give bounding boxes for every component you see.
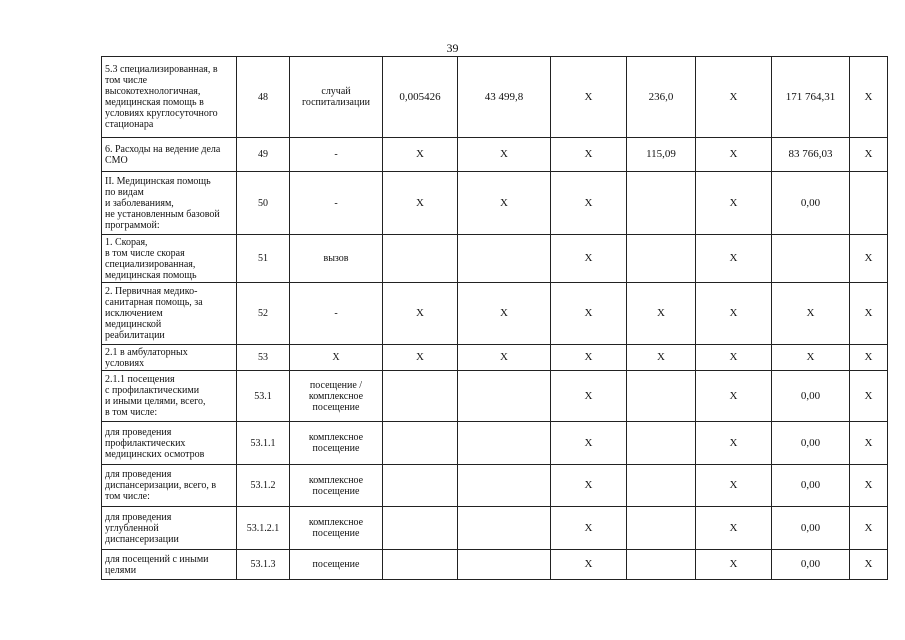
cell-col-7 (627, 465, 696, 507)
cell-col-8: Х (696, 138, 772, 172)
cell-col-4 (383, 507, 458, 550)
table-row (102, 371, 888, 422)
cell-col-7 (627, 422, 696, 465)
row-unit: - (290, 138, 383, 172)
cell-col-4: Х (383, 172, 458, 235)
cell-col-10: Х (850, 235, 888, 283)
cell-col-10: Х (850, 57, 888, 138)
cell-col-5 (458, 235, 551, 283)
cell-col-10: Х (850, 550, 888, 580)
cell-col-9: Х (772, 283, 850, 345)
cell-col-9: 0,00 (772, 172, 850, 235)
cell-col-9: 0,00 (772, 507, 850, 550)
cell-col-9: 0,00 (772, 465, 850, 507)
row-name: для проведения профилактических медицинских осмотров (102, 422, 237, 465)
row-name: 5.3 специализированная, в том числе высокотехнологичная, медицинская помощь в условиях круглосуточного стационара (102, 57, 237, 138)
row-code: 48 (237, 57, 290, 138)
cell-col-7 (627, 371, 696, 422)
cell-col-4 (383, 371, 458, 422)
cell-col-8: Х (696, 235, 772, 283)
row-code: 53.1.2 (237, 465, 290, 507)
row-name: 2. Первичная медико- санитарная помощь, за исключением медицинской реабилитации (102, 283, 237, 345)
row-unit: - (290, 172, 383, 235)
row-unit: - (290, 283, 383, 345)
table-row (102, 345, 888, 371)
row-code: 53.1.3 (237, 550, 290, 580)
row-unit: посещение / комплексное посещение (290, 371, 383, 422)
row-unit: Х (290, 345, 383, 371)
cell-col-8: Х (696, 371, 772, 422)
cell-col-8: Х (696, 507, 772, 550)
cell-col-6: Х (551, 345, 627, 371)
row-code: 52 (237, 283, 290, 345)
cell-col-10: Х (850, 465, 888, 507)
row-unit: вызов (290, 235, 383, 283)
cell-col-9 (772, 235, 850, 283)
cell-col-6: Х (551, 57, 627, 138)
row-unit: комплексное посещение (290, 422, 383, 465)
cell-col-10: Х (850, 345, 888, 371)
cell-col-7 (627, 172, 696, 235)
cell-col-7 (627, 550, 696, 580)
row-unit: комплексное посещение (290, 465, 383, 507)
cell-col-4: 0,005426 (383, 57, 458, 138)
cell-col-4 (383, 235, 458, 283)
cell-col-7: 115,09 (627, 138, 696, 172)
cell-col-7: Х (627, 345, 696, 371)
cell-col-10: Х (850, 371, 888, 422)
cell-col-8: Х (696, 422, 772, 465)
row-unit: посещение (290, 550, 383, 580)
cell-col-6: Х (551, 465, 627, 507)
cell-col-5 (458, 507, 551, 550)
table-row (102, 465, 888, 507)
row-code: 49 (237, 138, 290, 172)
cell-col-4: Х (383, 138, 458, 172)
cell-col-6: Х (551, 422, 627, 465)
cell-col-8: Х (696, 57, 772, 138)
page-number: 39 (446, 41, 459, 55)
cell-col-6: Х (551, 550, 627, 580)
cell-col-4: Х (383, 283, 458, 345)
row-code: 50 (237, 172, 290, 235)
cell-col-6: Х (551, 172, 627, 235)
table-row (102, 57, 888, 138)
cell-col-7 (627, 507, 696, 550)
cell-col-6: Х (551, 371, 627, 422)
table-row (102, 550, 888, 580)
row-name: для посещений с иными целями (102, 550, 237, 580)
cell-col-8: Х (696, 345, 772, 371)
cell-col-8: Х (696, 172, 772, 235)
cell-col-5 (458, 465, 551, 507)
table-row (102, 172, 888, 235)
cell-col-10: Х (850, 138, 888, 172)
cell-col-5: Х (458, 283, 551, 345)
table-row (102, 283, 888, 345)
row-name: 2.1 в амбулаторных условиях (102, 345, 237, 371)
row-name: для проведения диспансеризации, всего, в том числе: (102, 465, 237, 507)
cell-col-5 (458, 422, 551, 465)
cell-col-8: Х (696, 283, 772, 345)
cell-col-7 (627, 235, 696, 283)
row-unit: случай госпитализации (290, 57, 383, 138)
cell-col-10: Х (850, 422, 888, 465)
table-row (102, 507, 888, 550)
cell-col-5: 43 499,8 (458, 57, 551, 138)
cell-col-6: Х (551, 138, 627, 172)
row-code: 51 (237, 235, 290, 283)
cell-col-5: Х (458, 138, 551, 172)
cell-col-5: Х (458, 345, 551, 371)
cell-col-10 (850, 172, 888, 235)
cell-col-4 (383, 422, 458, 465)
row-code: 53.1 (237, 371, 290, 422)
cell-col-9: 83 766,03 (772, 138, 850, 172)
cell-col-6: Х (551, 283, 627, 345)
cell-col-9: 0,00 (772, 550, 850, 580)
cell-col-9: 0,00 (772, 422, 850, 465)
cell-col-5: Х (458, 172, 551, 235)
row-code: 53.1.1 (237, 422, 290, 465)
cell-col-5 (458, 371, 551, 422)
table-row (102, 235, 888, 283)
table-body (102, 57, 888, 580)
table-row (102, 138, 888, 172)
cell-col-8: Х (696, 465, 772, 507)
cell-col-6: Х (551, 235, 627, 283)
cell-col-9: Х (772, 345, 850, 371)
row-name: II. Медицинская помощь по видам и заболеваниям, не установленным базовой программой: (102, 172, 237, 235)
row-name: 1. Скорая, в том числе скорая специализированная, медицинская помощь (102, 235, 237, 283)
row-code: 53.1.2.1 (237, 507, 290, 550)
cell-col-4: Х (383, 345, 458, 371)
row-code: 53 (237, 345, 290, 371)
table-row (102, 422, 888, 465)
cell-col-9: 0,00 (772, 371, 850, 422)
row-name: для проведения углубленной диспансеризации (102, 507, 237, 550)
cell-col-8: Х (696, 550, 772, 580)
cell-col-7: Х (627, 283, 696, 345)
cell-col-10: Х (850, 283, 888, 345)
cell-col-6: Х (551, 507, 627, 550)
cell-col-9: 171 764,31 (772, 57, 850, 138)
cell-col-10: Х (850, 507, 888, 550)
cell-col-7: 236,0 (627, 57, 696, 138)
cell-col-4 (383, 550, 458, 580)
row-name: 2.1.1 посещения с профилактическими и иными целями, всего, в том числе: (102, 371, 237, 422)
row-name: 6. Расходы на ведение дела СМО (102, 138, 237, 172)
cell-col-4 (383, 465, 458, 507)
cell-col-5 (458, 550, 551, 580)
row-unit: комплексное посещение (290, 507, 383, 550)
tariff-table (101, 56, 888, 580)
